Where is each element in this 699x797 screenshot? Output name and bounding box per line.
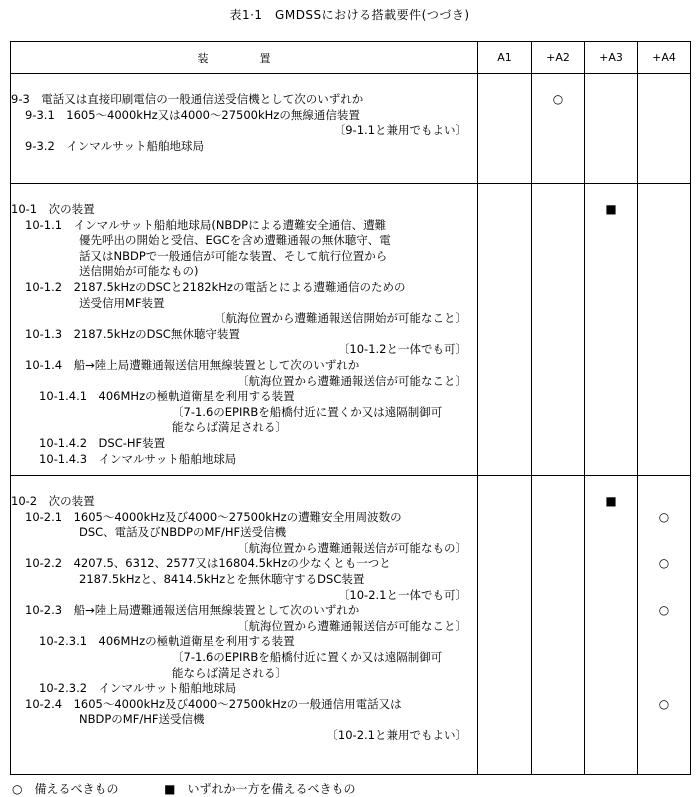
item-line: 10-1 次の装置: [11, 202, 95, 216]
a2-cell: [532, 74, 585, 184]
a1-cell: [478, 476, 532, 775]
table-row: [11, 184, 691, 476]
item-line: 10-1.4 船→陸上局遭難通報送信用無線装置として次のいずれか: [25, 357, 360, 372]
item-line: 10-2.1 1605～4000kHz及び4000～27500kHzの遭難安全用周波数の: [25, 509, 402, 524]
legend: [12, 780, 355, 797]
item-note: 〔航海位置から遭難通報送信が可能なもの〕: [237, 540, 467, 555]
legend-open-circle: ○ 備えるべきもの: [12, 782, 119, 796]
legend-filled-square: ■ いずれか一方を備えるべきもの: [164, 782, 356, 796]
item-note: 〔航海位置から遭難通報送信が可能なこと〕: [237, 618, 467, 633]
a2-cell: [532, 476, 585, 775]
item-line: 10-2.3.2 インマルサット船舶地球局: [39, 681, 237, 696]
open-circle-mark: ○: [658, 509, 670, 524]
item-note: 〔10-2.1と一体でも可〕: [337, 587, 467, 602]
item-line: 10-1.4.2 DSC-HF装置: [39, 435, 166, 450]
item-line: 10-1.4.3 インマルサット船舶地球局: [39, 451, 237, 466]
item-line: 9-3.1 1605～4000kHz又は4000～27500kHzの無線通信装置: [25, 107, 360, 122]
table-title: 表1·1 GMDSSにおける搭載要件(つづき): [229, 8, 470, 22]
item-line: 優先呼出の開始と受信、EGCを含め遭難通報の無休聴守、電: [79, 233, 391, 248]
item-line: 10-1.1 インマルサット船舶地球局(NBDPによる遭難安全通信、遭難: [25, 217, 387, 232]
item-note: 能ならば満足される〕: [172, 665, 287, 680]
requirements-table: [10, 41, 691, 775]
device-cell: [11, 184, 478, 476]
filled-square-mark: ■: [605, 494, 617, 508]
item-line: 10-2 次の装置: [11, 494, 95, 508]
a3-cell: [585, 74, 638, 184]
filled-square-mark: ■: [605, 202, 617, 216]
device-cell: [11, 476, 478, 775]
table-row: [11, 74, 691, 184]
item-line: 10-1.4.1 406MHzの極軌道衛星を利用する装置: [39, 389, 295, 404]
item-note: 〔10-2.1と兼用でもよい〕: [326, 727, 467, 742]
a1-cell: [478, 74, 532, 184]
device-cell: [11, 74, 478, 184]
header-a4: +A4: [638, 42, 691, 74]
item-line: 10-1.2 2187.5kHzのDSCと2182kHzの電話とによる遭難通信のための: [25, 279, 406, 294]
item-line: 9-3 電話又は直接印刷電信の一般通信送受信機として次のいずれか: [11, 92, 364, 106]
item-line: 9-3.2 インマルサット船舶地球局: [25, 138, 205, 153]
header-a2: +A2: [532, 42, 585, 74]
item-line: 10-2.2 4207.5、6312、2577又は16804.5kHzの少なくとも一つと: [25, 556, 391, 571]
open-circle-mark: ○: [552, 92, 564, 106]
open-circle-mark: ○: [658, 603, 670, 618]
item-line: 送信開始が可能なもの): [79, 264, 199, 279]
item-line: NBDPのMF/HF送受信機: [79, 712, 205, 727]
item-note: 〔7-1.6のEPIRBを船橋付近に置くか又は遠隔制御可: [172, 649, 443, 664]
header-device: 装 置: [11, 42, 478, 74]
item-line: DSC、電話及びNBDPのMF/HF送受信機: [79, 525, 287, 540]
a3-cell: [585, 184, 638, 476]
header-row: [11, 42, 691, 74]
open-circle-mark: ○: [658, 696, 670, 711]
item-note: 〔10-1.2と一体でも可〕: [337, 342, 467, 357]
item-line: 10-2.4 1605～4000kHz及び4000～27500kHzの一般通信用電話又は: [25, 696, 402, 711]
header-a3: +A3: [585, 42, 638, 74]
table-row: [11, 476, 691, 775]
item-note: 能ならば満足される〕: [172, 420, 287, 435]
item-line: 10-2.3 船→陸上局遭難通報送信用無線装置として次のいずれか: [25, 603, 360, 618]
header-a1: A1: [478, 42, 532, 74]
item-note: 〔航海位置から遭難通報送信開始が可能なこと〕: [214, 311, 467, 326]
a4-cell: [638, 184, 691, 476]
item-line: 送受信用MF装置: [79, 295, 165, 310]
item-line: 2187.5kHzと、8414.5kHzとを無休聴守するDSC装置: [79, 571, 365, 586]
item-note: 〔航海位置から遭難通報送信が可能なこと〕: [237, 373, 467, 388]
a1-cell: [478, 184, 532, 476]
a3-cell: [585, 476, 638, 775]
a4-cell: [638, 74, 691, 184]
open-circle-mark: ○: [658, 556, 670, 571]
item-line: 話又はNBDPで一般通信が可能な装置、そして航行位置から: [79, 248, 388, 263]
item-line: 10-1.3 2187.5kHzのDSC無休聴守装置: [25, 326, 240, 341]
item-note: 〔7-1.6のEPIRBを船橋付近に置くか又は遠隔制御可: [172, 404, 443, 419]
item-line: 10-2.3.1 406MHzの極軌道衛星を利用する装置: [39, 634, 295, 649]
a4-cell: [638, 476, 691, 775]
a2-cell: [532, 184, 585, 476]
item-note: 〔9-1.1と兼用でもよい〕: [333, 123, 467, 138]
